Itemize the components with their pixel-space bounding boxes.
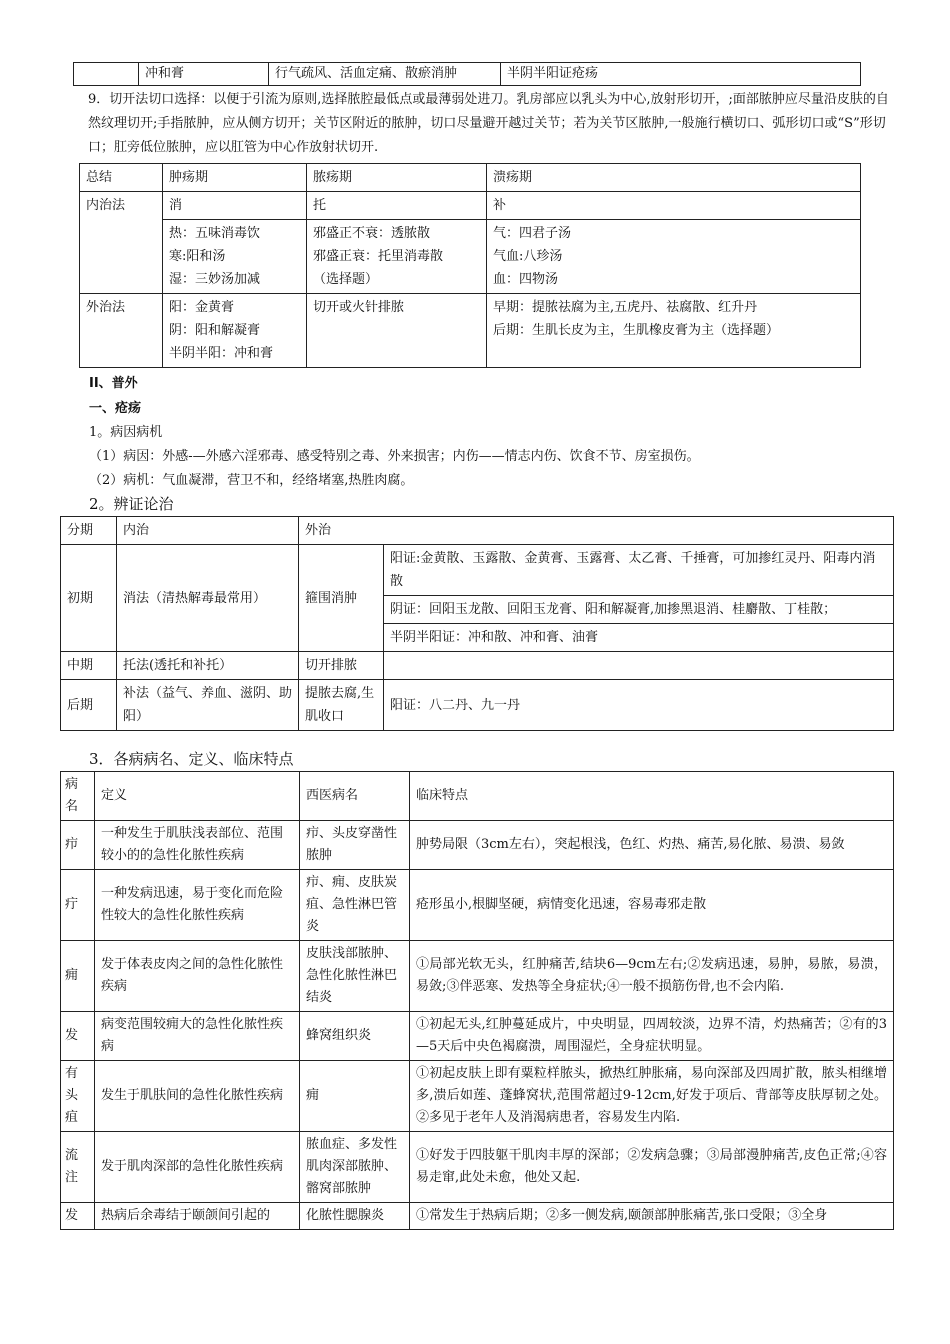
- waizhi-label: 外治法: [80, 294, 163, 368]
- waizhi-col3-line: 后期：生肌长皮为主，生肌橡皮膏为主（选择题）: [493, 323, 780, 338]
- waizhi-col1-cell: [163, 294, 307, 368]
- waizhi-col1-line: 阴：阳和解凝膏: [169, 323, 261, 338]
- neizhi-col3-cell: [487, 220, 861, 294]
- section-heading-ii: II、普外: [89, 376, 138, 391]
- disease-western-name: 疖、头皮穿凿性脓肿: [300, 821, 410, 870]
- stage-mid: 中期: [61, 652, 117, 680]
- disease-row: [61, 1012, 894, 1061]
- top-row-table: [73, 62, 861, 86]
- item-heading-2: 2。辨证论治: [89, 495, 174, 513]
- early-outer: 箍围消肿: [299, 545, 384, 652]
- neizhi-method-tuo: 托: [307, 192, 487, 220]
- neizhi-col1-line: 热：五味消毒饮: [169, 226, 261, 241]
- paragraph-incision: 9．切开法切口选择：以便于引流为原则,选择脓腔最低点或最薄弱处进刀。乳房部应以乳头为中心,放射形切开，;面部脓肿应尽量沿皮肤的自然纹理切开;手指脓肿，应从侧方切开；关节区附近的脓肿，切口尽量避开越过关节；若为关节区脓肿,一般施行横切口、弧形切口或“S”形切口；肛旁低位脓肿，应以肛管为中心作放射状切开.: [88, 92, 889, 155]
- disease-western-name: 皮肤浅部脓肿、急性化脓性淋巴结炎: [300, 941, 410, 1012]
- mid-outer: 切开排脓: [299, 652, 384, 680]
- disease-features: ①初起无头,红肿蔓延成片，中央明显，四周较淡，边界不清，灼热痛苦；②有的3—5天后中央色褐腐溃，周围湿烂，全身症状明显。: [410, 1012, 894, 1061]
- disease-western-name: 痈: [300, 1061, 410, 1132]
- stage-early: 初期: [61, 545, 117, 652]
- disease-definition: 一种发病迅速，易于变化而危险性较大的急性化脓性疾病: [95, 870, 300, 941]
- waizhi-col1-line: 阳：金黄膏: [169, 300, 235, 315]
- late-inner: 补法（益气、养血、滋阴、助阳）: [117, 680, 299, 731]
- late-yang: 阳证：八二丹、九一丹: [384, 680, 894, 731]
- disease-western-name: 疖、痈、皮肤炭疽、急性淋巴管炎: [300, 870, 410, 941]
- disease-western-name: 脓血症、多发性肌肉深部脓肿、髂窝部脓肿: [300, 1132, 410, 1203]
- section-heading-sores: 一、疮疡: [89, 401, 142, 416]
- neizhi-method-xiao: 消: [163, 192, 307, 220]
- mid-inner: 托法(透托和补托）: [117, 652, 299, 680]
- disease-definition: 热病后余毒结于颐颌间引起的: [95, 1203, 300, 1230]
- disease-row: [61, 1203, 894, 1230]
- stage-late: 后期: [61, 680, 117, 731]
- disease-name: 发: [61, 1012, 95, 1061]
- disease-western-name: 化脓性腮腺炎: [300, 1203, 410, 1230]
- neizhi-col1-line: 湿：三妙汤加减: [169, 272, 261, 287]
- summary-header-1: 肿疡期: [163, 164, 307, 192]
- summary-table: [79, 163, 861, 368]
- treatment-header-1: 内治: [117, 517, 299, 545]
- disease-name: 疔: [61, 870, 95, 941]
- disease-row: [61, 941, 894, 1012]
- disease-definition: 发于肌肉深部的急性化脓性疾病: [95, 1132, 300, 1203]
- top-row-cell-3: 半阴半阳证疮疡: [501, 63, 861, 86]
- item-heading-3: 3．各病病名、定义、临床特点: [89, 750, 294, 768]
- early-half: 半阴半阳证：冲和散、冲和膏、油膏: [384, 624, 894, 652]
- disease-definition: 病变范围较痈大的急性化脓性疾病: [95, 1012, 300, 1061]
- disease-row: [61, 1132, 894, 1203]
- neizhi-col1-cell: [163, 220, 307, 294]
- neizhi-col2-line: 邪盛正衰：托里消毒散: [313, 249, 444, 264]
- disease-features: 疮形虽小,根脚坚硬，病情变化迅速，容易毒邪走散: [410, 870, 894, 941]
- item-1-pathogenesis: （2）病机：气血凝滞，营卫不和，经络堵塞,热胜肉腐。: [89, 473, 414, 488]
- waizhi-col3-cell: [487, 294, 861, 368]
- disease-features: ①初起皮肤上即有粟粒样脓头，掀热红肿胀痛，易向深部及四周扩散，脓头相继增多,溃后如莲、蓬蜂窝状,范围常超过9-12cm,好发于项后、背部等皮肤厚韧之处。②多见于老年人及消渴病患者，容易发生内陷.: [410, 1061, 894, 1132]
- neizhi-col2-line: （选择题）: [313, 272, 379, 287]
- waizhi-col2-cell: 切开或火针排脓: [307, 294, 487, 368]
- disease-name: 发: [61, 1203, 95, 1230]
- disease-features: 肿势局限（3cm左右），突起根浅，色红、灼热、痛苦,易化脓、易溃、易敛: [410, 821, 894, 870]
- disease-header-2: 西医病名: [300, 772, 410, 821]
- neizhi-col3-line: 气血:八珍汤: [493, 249, 563, 264]
- item-heading-1: 1。病因病机: [89, 425, 163, 440]
- disease-name: 有头疽: [61, 1061, 95, 1132]
- disease-western-name: 蜂窝组织炎: [300, 1012, 410, 1061]
- treatment-header-2: 外治: [299, 517, 894, 545]
- disease-features: ①好发于四肢躯干肌肉丰厚的深部；②发病急骤；③局部漫肿痛苦,皮色正常;④容易走窜,此处未愈，他处又起.: [410, 1132, 894, 1203]
- early-yang: 阳证:金黄散、玉露散、金黄膏、玉露膏、太乙膏、千捶膏，可加掺红灵丹、阳毒内消散: [384, 545, 894, 596]
- late-outer: 提脓去腐,生肌收口: [299, 680, 384, 731]
- treatment-table: [60, 516, 894, 731]
- neizhi-label: 内治法: [80, 192, 163, 294]
- early-inner: 消法（清热解毒最常用）: [117, 545, 299, 652]
- treatment-header-0: 分期: [61, 517, 117, 545]
- disease-row: [61, 1061, 894, 1132]
- disease-features: ①常发生于热病后期；②多一侧发病,颐颌部肿胀痛苦,张口受限；③全身: [410, 1203, 894, 1230]
- top-row-cell-2: 行气疏风、活血定痛、散瘀消肿: [269, 63, 501, 86]
- disease-row: [61, 870, 894, 941]
- disease-table: [60, 771, 894, 1230]
- neizhi-col3-line: 血：四物汤: [493, 272, 559, 287]
- disease-definition: 发生于肌肤间的急性化脓性疾病: [95, 1061, 300, 1132]
- neizhi-col1-line: 寒:阳和汤: [169, 249, 226, 264]
- top-row-cell-0: [74, 63, 139, 86]
- summary-header-2: 脓疡期: [307, 164, 487, 192]
- disease-features: ①局部光软无头，红肿痛苦,结块6—9cm左右;②发病迅速，易肿，易脓，易溃，易敛;③伴恶寒、发热等全身症状;④一般不损筋伤骨,也不会内陷.: [410, 941, 894, 1012]
- disease-name: 疖: [61, 821, 95, 870]
- top-row-cell-1: 冲和膏: [139, 63, 269, 86]
- item-1-etiology: （1）病因：外感-—外感六淫邪毒、感受特别之毒、外来损害；内伤——情志内伤、饮食不节、房室损伤。: [89, 449, 700, 464]
- neizhi-col2-line: 邪盛正不衰：透脓散: [313, 226, 431, 241]
- disease-header-3: 临床特点: [410, 772, 894, 821]
- neizhi-col2-cell: [307, 220, 487, 294]
- neizhi-col3-line: 气：四君子汤: [493, 226, 572, 241]
- waizhi-col3-line: 早期：提脓祛腐为主,五虎丹、祛腐散、红升丹: [493, 300, 758, 315]
- disease-name: 流注: [61, 1132, 95, 1203]
- early-yin: 阴证：回阳玉龙散、回阳玉龙膏、阳和解凝膏,加掺黑退消、桂麝散、丁桂散；: [384, 596, 894, 624]
- disease-header-1: 定义: [95, 772, 300, 821]
- neizhi-method-bu: 补: [487, 192, 861, 220]
- disease-name: 痈: [61, 941, 95, 1012]
- waizhi-col1-line: 半阴半阳：冲和膏: [169, 346, 274, 361]
- summary-header-3: 溃疡期: [487, 164, 861, 192]
- disease-definition: 一种发生于肌肤浅表部位、范围较小的的急性化脓性疾病: [95, 821, 300, 870]
- disease-definition: 发于体表皮肉之间的急性化脓性疾病: [95, 941, 300, 1012]
- disease-row: [61, 821, 894, 870]
- disease-header-0: 病名: [61, 772, 95, 821]
- summary-header-0: 总结: [80, 164, 163, 192]
- mid-empty: [384, 652, 894, 680]
